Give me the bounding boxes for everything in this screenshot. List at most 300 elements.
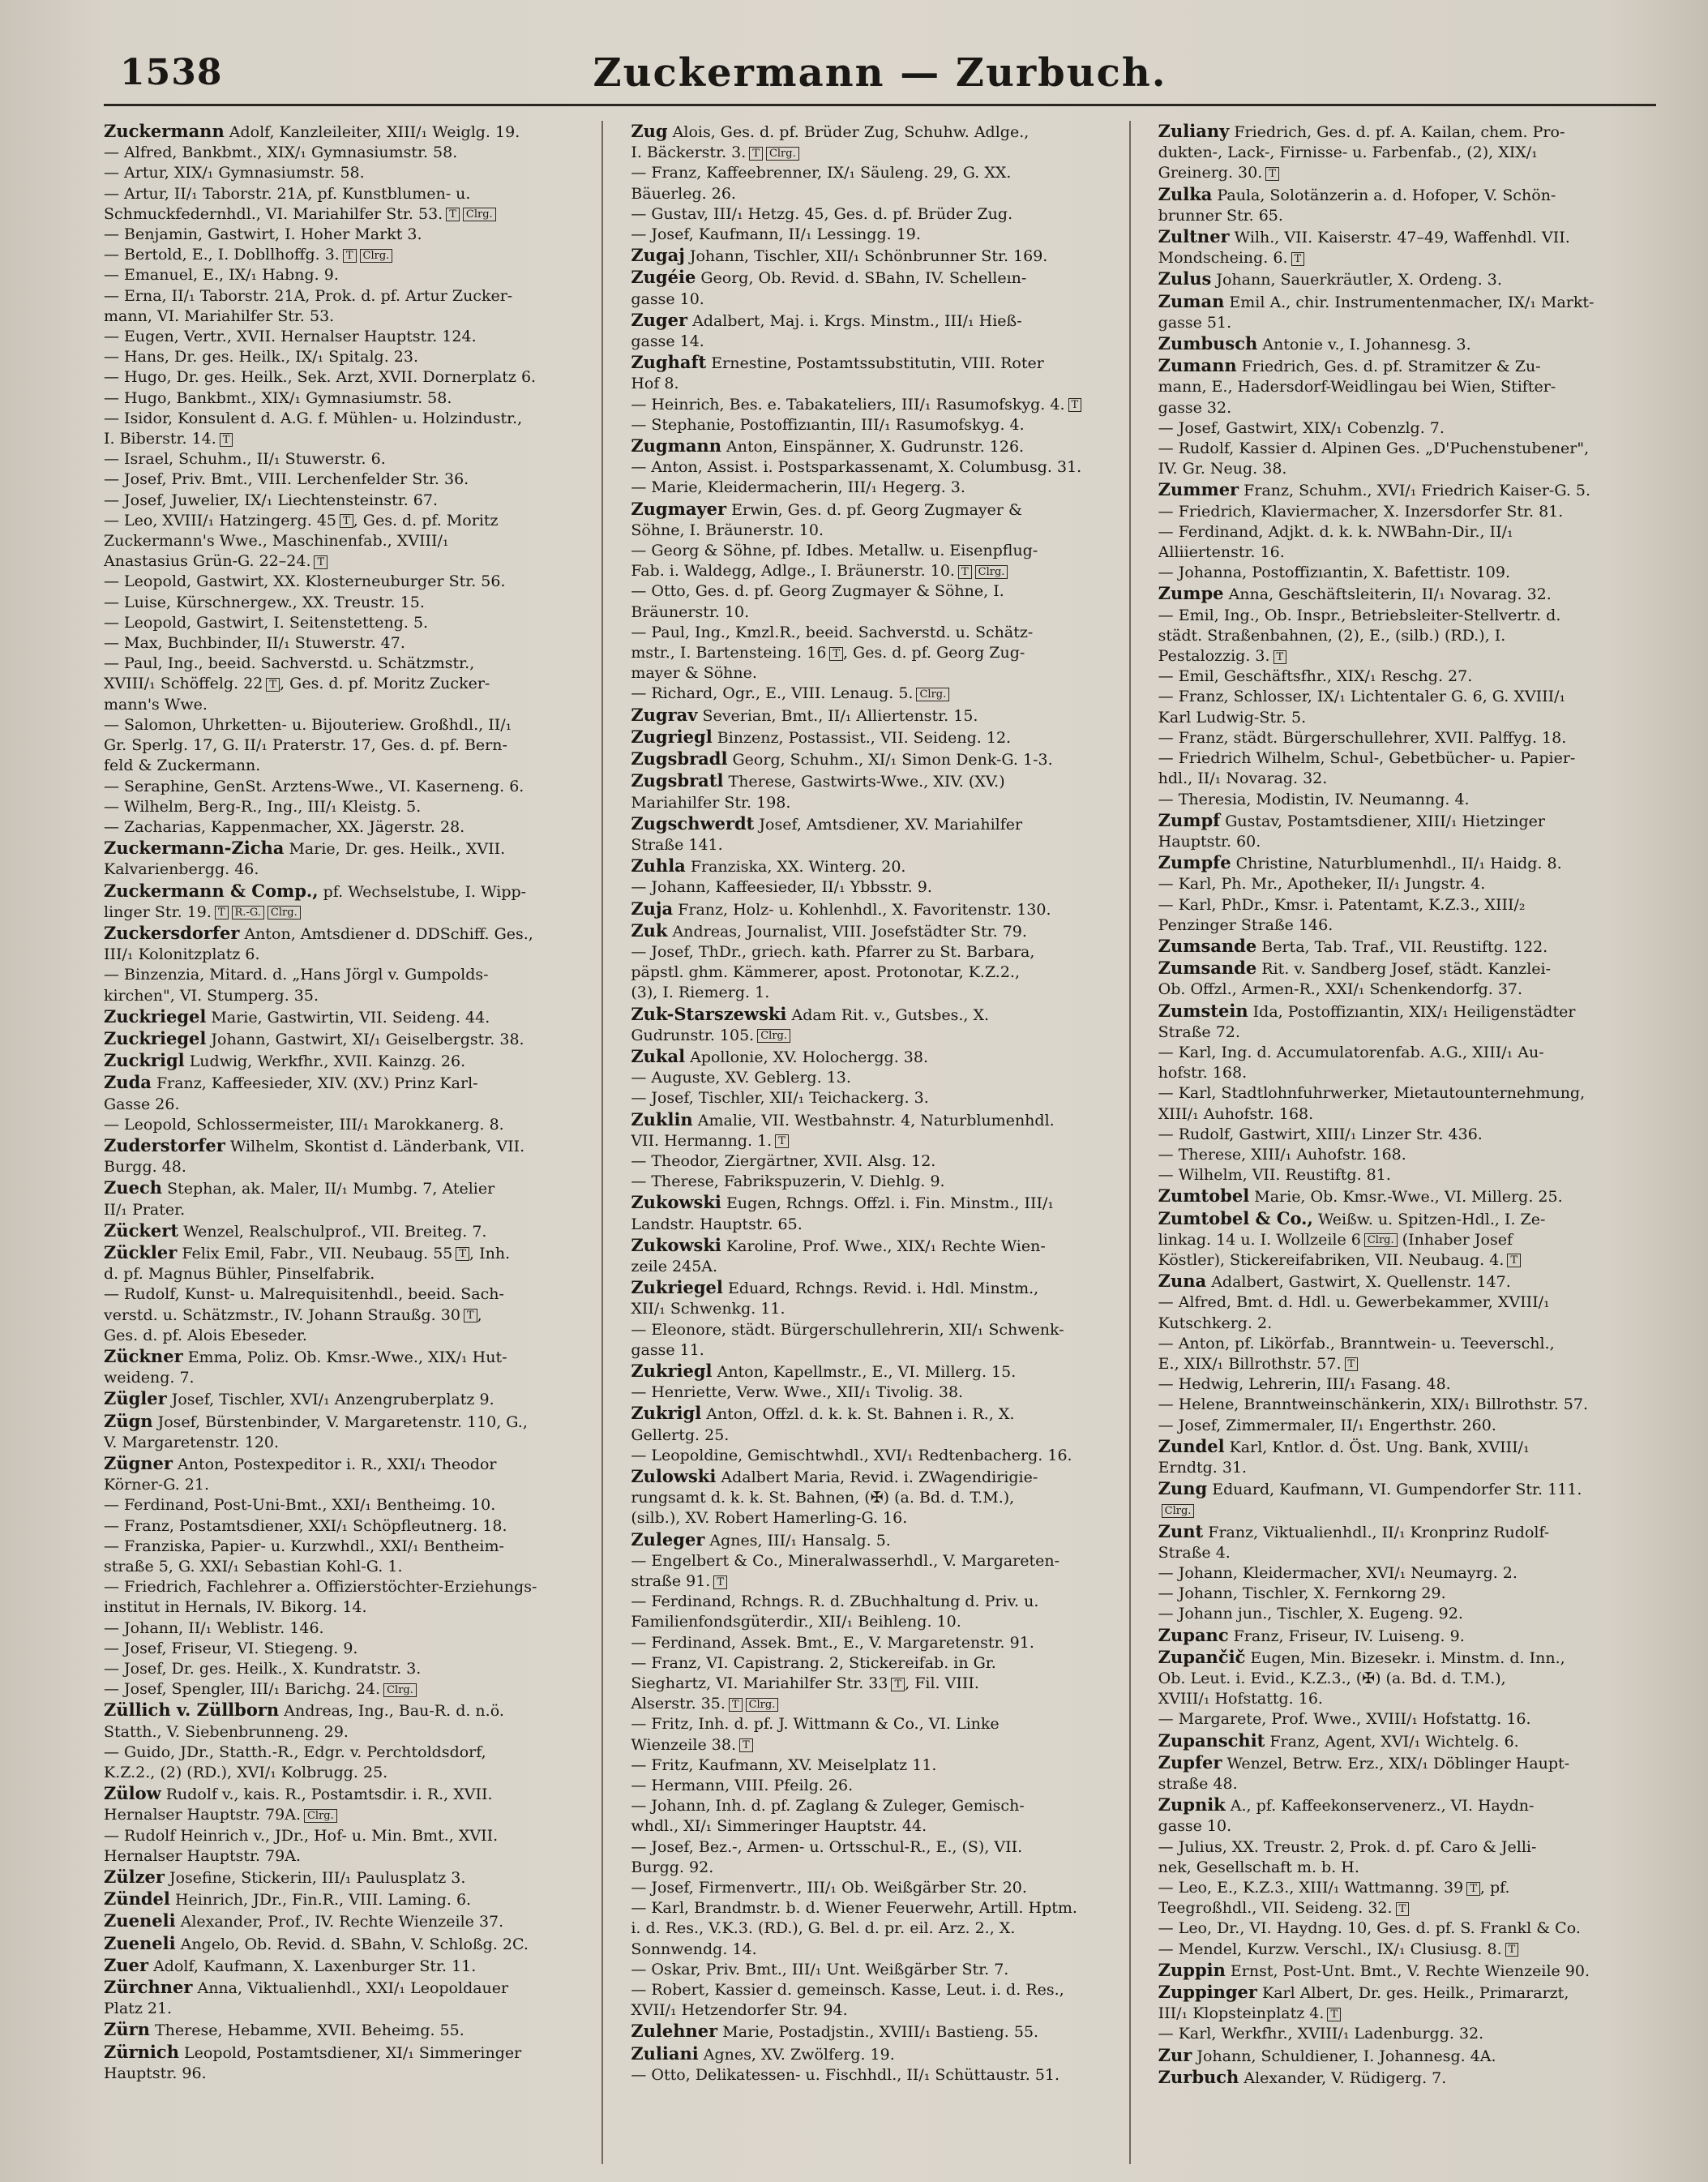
directory-entry <box>631 521 1119 541</box>
entry-surname: Zügler <box>104 1388 167 1409</box>
entry-text: XVIII/₁ Schöffelg. 22 <box>104 675 263 693</box>
directory-entry <box>631 1571 1119 1592</box>
entry-text: Rit. v. Sandberg Josef, städt. Kanzlei- <box>1261 960 1552 979</box>
entry-text: — Josef, Kaufmann, II/₁ Lessingg. 19. <box>631 225 921 244</box>
directory-entry <box>104 1433 592 1453</box>
entry-text: — Wilhelm, Berg-R., Ing., III/₁ Kleistg. 5. <box>104 797 422 816</box>
directory-entry <box>631 332 1119 352</box>
directory-entry <box>631 478 1119 498</box>
phone-or-register-mark: T <box>775 1134 789 1148</box>
entry-text: Straße 72. <box>1158 1022 1240 1041</box>
phone-or-register-mark: Clrg. <box>1162 1504 1195 1518</box>
phone-or-register-mark: T <box>1327 2008 1341 2021</box>
entry-surname: Zumpfe <box>1158 852 1231 873</box>
directory-entry <box>631 1796 1119 1816</box>
entry-surname: Zügner <box>104 1453 173 1473</box>
entry-text: mann, E., Hadersdorf-Weidlingau bei Wien, Stifter- <box>1158 378 1556 397</box>
directory-entry <box>631 1837 1119 1858</box>
entry-text: Apollonie, XV. Holochergg. 38. <box>690 1048 929 1066</box>
entry-text: — Franz, städt. Bürgerschullehrer, XVII. Palffyg. 18. <box>1158 728 1567 747</box>
entry-text: — Johanna, Postoffizıantin, X. Bafettistr. 109. <box>1158 564 1511 582</box>
entry-text: Agnes, III/₁ Hansalg. 5. <box>709 1531 891 1550</box>
directory-entry <box>104 1679 592 1700</box>
entry-text: gasse 14. <box>631 332 704 351</box>
phone-or-register-mark: Clrg. <box>746 1698 779 1712</box>
phone-or-register-mark: Clrg. <box>304 1809 337 1823</box>
entry-text: straße 48. <box>1158 1775 1238 1794</box>
phone-or-register-mark: T <box>749 147 763 161</box>
entry-surname: Zuer <box>104 1954 149 1975</box>
directory-entry <box>631 2000 1119 2021</box>
directory-entry <box>631 435 1119 457</box>
directory-entry <box>104 1537 592 1557</box>
entry-text: — Robert, Kassier d. gemeinsch. Kasse, Leut. i. d. Res., <box>631 1981 1064 2000</box>
entry-text: Binzenz, Postassist., VII. Seideng. 12. <box>717 728 1012 747</box>
entry-text: Straße 4. <box>1158 1543 1231 1562</box>
directory-entry <box>631 1508 1119 1528</box>
entry-text: — Karl, Ing. d. Accumulatorenfab. A.G., XIII/₁ Au- <box>1158 1043 1544 1061</box>
entry-text: — Hans, Dr. ges. Heilk., IX/₁ Spitalg. 23. <box>104 348 418 367</box>
entry-text: i. d. Res., V.K.3. (RD.), G. Bel. d. pr. eil. Arz. 2., X. <box>631 1919 1016 1938</box>
entry-surname: Zupančič <box>1158 1646 1246 1667</box>
entry-text: straße 5, G. XXI/₁ Sebastian Kohl-G. 1. <box>104 1558 403 1576</box>
directory-entry <box>104 1639 592 1659</box>
directory-entry <box>104 1999 592 2019</box>
entry-text: — Leo, Dr., VI. Haydng. 10, Ges. d. pf. S. Frankl & Co. <box>1158 1919 1581 1938</box>
entry-text: — Johann, Kleidermacher, XVI/₁ Neumayrg. 2. <box>1158 1564 1518 1583</box>
directory-entry <box>104 1264 592 1284</box>
entry-text: — Franz, Schlosser, IX/₁ Lichtentaler G. 6, G. XVIII/₁ <box>1158 688 1566 706</box>
entry-text: — Friedrich, Fachlehrer a. Offizierstöchter-Erziehungs- <box>104 1578 537 1597</box>
directory-entry <box>104 945 592 965</box>
entry-text: Gellertg. 25. <box>631 1425 730 1444</box>
entry-text: straße 91. <box>631 1572 711 1591</box>
directory-entry <box>631 835 1119 855</box>
entry-text: — Margarete, Prof. Wwe., XVIII/₁ Hofstattg. 16. <box>1158 1710 1531 1729</box>
entry-surname: Zumtobel <box>1158 1185 1250 1207</box>
directory-entry <box>1158 646 1646 667</box>
phone-or-register-mark: T <box>1274 650 1287 664</box>
entry-text: Wenzel, Realschulprof., VII. Breiteg. 7. <box>183 1222 487 1241</box>
directory-entry <box>631 1714 1119 1734</box>
directory-entry <box>1158 1647 1646 1669</box>
entry-text: Burgg. 92. <box>631 1858 714 1876</box>
entry-text: — Rudolf, Kunst- u. Malrequisitenhdl., beeid. Sach- <box>104 1285 504 1304</box>
phone-or-register-mark: T <box>314 555 327 569</box>
entry-text: — Hugo, Bankbmt., XIX/₁ Gymnasiumstr. 58. <box>104 388 452 407</box>
entry-text: Köstler), Stickereifabriken, VII. Neubaug. 4. <box>1158 1250 1505 1269</box>
directory-entry <box>104 1495 592 1515</box>
entry-text: Mondscheing. 6. <box>1158 249 1288 268</box>
directory-entry <box>631 942 1119 962</box>
directory-entry <box>631 1109 1119 1131</box>
directory-entry <box>631 1277 1119 1299</box>
directory-entry <box>104 347 592 367</box>
directory-entry <box>631 225 1119 245</box>
directory-entry <box>1158 769 1646 789</box>
entry-surname: Zumtobel & Co., <box>1158 1207 1313 1228</box>
entry-surname: Zumann <box>1158 355 1237 376</box>
entry-text: Schmuckfedernhdl., VI. Mariahilfer Str. 53. <box>104 204 443 223</box>
entry-text: — Leopold, Gastwirt, XX. Klosterneuburger Str. 56. <box>104 572 506 591</box>
entry-text: Karl Albert, Dr. ges. Heilk., Primararzt, <box>1262 1984 1569 2003</box>
entry-text: Ludwig, Werkfhr., XVII. Kainzg. 26. <box>189 1052 466 1071</box>
entry-surname: Zugschwerdt <box>631 812 755 834</box>
directory-entry <box>631 1960 1119 1980</box>
entry-surname: Zückler <box>104 1241 178 1262</box>
directory-entry <box>1158 1104 1646 1125</box>
entry-text-continued: , Ges. d. pf. Moritz <box>353 511 499 529</box>
directory-entry <box>1158 606 1646 626</box>
entry-text: A., pf. Kaffeekonservenerz., VI. Haydn- <box>1230 1797 1535 1815</box>
entry-text: Franz, Holz- u. Kohlenhdl., X. Favoritenstr. 130. <box>678 900 1051 919</box>
entry-text: — Leo, XVIII/₁ Hatzingerg. 45 <box>104 511 337 529</box>
directory-entry <box>1158 291 1646 313</box>
entry-text: d. pf. Magnus Bühler, Pinselfabrik. <box>104 1265 375 1284</box>
directory-entry <box>104 633 592 654</box>
entry-text: Karl Ludwig-Str. 5. <box>1158 708 1307 727</box>
entry-text: Anton, Kapellmstr., E., VI. Millerg. 15. <box>717 1362 1017 1381</box>
directory-entry <box>631 1425 1119 1446</box>
directory-entry <box>104 817 592 838</box>
entry-surname: Zumpe <box>1158 583 1224 604</box>
phone-or-register-mark: Clrg. <box>268 906 301 920</box>
entry-surname: Züllich v. Züllborn <box>104 1700 280 1721</box>
directory-entry <box>1158 1314 1646 1334</box>
entry-text: päpstl. ghm. Kämmerer, apost. Protonotar, K.Z.2., <box>631 963 1021 982</box>
entry-text: Alserstr. 35. <box>631 1695 726 1713</box>
entry-text: Franz, Agent, XVI/₁ Wichtelg. 6. <box>1269 1732 1519 1751</box>
directory-entry <box>104 1157 592 1177</box>
entry-text: linger Str. 19. <box>104 902 212 921</box>
directory-entry <box>631 1446 1119 1466</box>
entry-surname: Zupnik <box>1158 1794 1226 1815</box>
directory-entry <box>104 163 592 183</box>
directory-entry <box>1158 1940 1646 1960</box>
entry-text: Anton, Amtsdiener d. DDSchiff. Ges., <box>244 924 533 943</box>
directory-entry <box>1158 355 1646 377</box>
entry-text: Stephan, ak. Maler, II/₁ Mumbg. 7, Atelier <box>167 1180 495 1198</box>
directory-entry <box>631 245 1119 267</box>
entry-text: Franz, Schuhm., XVI/₁ Friedrich Kaiser-G. 5. <box>1244 482 1591 500</box>
entry-text: Hof 8. <box>631 375 679 393</box>
directory-entry <box>631 1858 1119 1878</box>
entry-surname: Zughaft <box>631 352 707 373</box>
entry-text: Agnes, XV. Zwölferg. 19. <box>703 2045 895 2064</box>
entry-text: — Otto, Ges. d. pf. Georg Zugmayer & Söhne, I. <box>631 582 1004 601</box>
directory-entry <box>1158 184 1646 206</box>
entry-surname: Zuman <box>1158 290 1225 311</box>
directory-entry <box>104 1028 592 1050</box>
directory-entry <box>104 245 592 265</box>
entry-surname: Zultner <box>1158 226 1230 247</box>
entry-text: Ges. d. pf. Alois Ebeseder. <box>104 1326 307 1344</box>
directory-entry <box>1158 1063 1646 1083</box>
directory-entry <box>104 1955 592 1977</box>
entry-text: Gudrunstr. 105. <box>631 1026 755 1044</box>
phone-or-register-mark: T <box>1265 167 1279 181</box>
directory-entry <box>631 1735 1119 1755</box>
entry-text: XII/₁ Schwenkg. 11. <box>631 1300 786 1318</box>
directory-entry <box>1158 1689 1646 1709</box>
directory-entry <box>631 499 1119 521</box>
directory-entry <box>1158 1625 1646 1647</box>
directory-entry <box>631 643 1119 663</box>
directory-entry <box>631 1898 1119 1918</box>
directory-entry <box>104 1659 592 1679</box>
entry-surname: Zuckriegel <box>104 1005 207 1027</box>
entry-text: — Auguste, XV. Geblerg. 13. <box>631 1069 851 1087</box>
entry-text: Ob. Leut. i. Evid., K.Z.3., (✠) (a. Bd. d. T.M.), <box>1158 1670 1506 1688</box>
directory-entry <box>631 457 1119 478</box>
entry-text: — Marie, Kleidermacherin, III/₁ Hegerg. 3. <box>631 478 965 497</box>
directory-entry <box>104 1072 592 1094</box>
directory-entry <box>1158 377 1646 397</box>
entry-text: — Josef, Friseur, VI. Stiegeng. 9. <box>104 1639 358 1657</box>
directory-entry <box>104 735 592 756</box>
entry-text: — Ferdinand, Post-Uni-Bmt., XXI/₁ Bentheimg. 10. <box>104 1496 496 1515</box>
directory-entry <box>104 654 592 674</box>
directory-entry <box>104 469 592 490</box>
directory-entry <box>631 163 1119 183</box>
entry-text: — Luise, Kürschnergew., XX. Treustr. 15. <box>104 593 425 611</box>
entry-surname: Zügn <box>104 1410 153 1431</box>
entry-text: — Josef, Priv. Bmt., VIII. Lerchenfelder Str. 36. <box>104 470 469 489</box>
entry-text: Johann, Gastwirt, XI/₁ Geiselbergstr. 38. <box>211 1030 524 1048</box>
directory-entry <box>631 561 1119 581</box>
entry-text: — Wilhelm, VII. Reustiftg. 81. <box>1158 1166 1391 1185</box>
entry-surname: Zuk <box>631 920 668 941</box>
directory-entry <box>104 1516 592 1537</box>
entry-text: — Therese, Fabrikspuzerin, V. Diehlg. 9. <box>631 1172 945 1191</box>
entry-text: — Johann, Inh. d. pf. Zaglang & Zuleger, Gemisch- <box>631 1797 1025 1815</box>
directory-entry <box>631 1068 1119 1088</box>
entry-text: Landstr. Hauptstr. 65. <box>631 1215 803 1233</box>
entry-text: Friedrich, Ges. d. pf. A. Kailan, chem. Pro- <box>1234 123 1565 141</box>
directory-entry <box>1158 583 1646 605</box>
entry-surname: Zulowski <box>631 1466 717 1486</box>
directory-entry <box>1158 1436 1646 1458</box>
entry-text-continued: , Fil. VIII. <box>905 1674 979 1693</box>
directory-entry <box>631 1466 1119 1488</box>
entry-text: — Leopoldine, Gemischtwhdl., XVI/₁ Redtenbacherg. 16. <box>631 1446 1072 1464</box>
entry-text-continued: , <box>477 1305 482 1324</box>
directory-entry <box>1158 226 1646 248</box>
directory-entry <box>104 265 592 285</box>
directory-entry <box>1158 832 1646 852</box>
directory-entry <box>631 267 1119 289</box>
directory-entry <box>631 684 1119 704</box>
entry-text: — Hedwig, Lehrerin, III/₁ Fasang. 48. <box>1158 1375 1451 1394</box>
entry-text: — Franziska, Papier- u. Kurzwhdl., XXI/₁ Bentheim- <box>104 1537 504 1555</box>
entry-text: kirchen", VI. Stumperg. 35. <box>104 986 319 1005</box>
directory-entry <box>1158 163 1646 183</box>
directory-entry <box>631 1383 1119 1403</box>
entry-text: gasse 10. <box>631 289 704 308</box>
entry-text: — Ferdinand, Rchngs. R. d. ZBuchhaltung d. Priv. u. <box>631 1593 1039 1611</box>
directory-entry <box>1158 1354 1646 1374</box>
directory-entry <box>1158 1334 1646 1354</box>
entry-text: Franz, Friseur, IV. Luiseng. 9. <box>1233 1627 1465 1645</box>
directory-entry <box>631 1257 1119 1277</box>
directory-entry <box>1158 1709 1646 1730</box>
entry-text: Kalvarienbergg. 46. <box>104 860 259 879</box>
entry-text: Karl, Kntlor. d. Öst. Ung. Bank, XVIII/₁ <box>1229 1438 1530 1456</box>
entry-text: — Engelbert & Co., Mineralwasserhdl., V. Margareten- <box>631 1551 1060 1570</box>
entry-text: — Josef, Bez.-, Armen- u. Ortsschul-R., E., (S), VII. <box>631 1837 1023 1856</box>
directory-entry <box>104 429 592 449</box>
entry-surname: Zugsbradl <box>631 748 728 769</box>
directory-entry <box>631 1980 1119 2000</box>
entry-text: Erndtg. 31. <box>1158 1459 1248 1477</box>
directory-entry <box>104 1700 592 1721</box>
directory-entry <box>631 374 1119 394</box>
entry-text: — Guido, JDr., Statth.-R., Edgr. v. Perchtoldsdorf, <box>104 1743 486 1761</box>
directory-entry <box>1158 915 1646 936</box>
entry-text: Adalbert Maria, Revid. i. ZWagendirigie- <box>721 1468 1038 1486</box>
directory-entry <box>631 1215 1119 1235</box>
directory-entry <box>1158 1145 1646 1165</box>
directory-entry <box>104 1115 592 1135</box>
directory-entry <box>631 1694 1119 1714</box>
entry-text: — Josef, Dr. ges. Heilk., X. Kundratstr. 3. <box>104 1660 422 1678</box>
directory-entry <box>104 1305 592 1326</box>
entry-surname: Zuppin <box>1158 1959 1226 1980</box>
entry-surname: Zumbusch <box>1158 333 1258 354</box>
directory-entry <box>1158 1458 1646 1478</box>
entry-text: Wilh., VII. Kaiserstr. 47–49, Waffenhdl. VII. <box>1234 229 1570 247</box>
directory-entry <box>631 581 1119 602</box>
entry-text: Statth., V. Siebenbrunneng. 29. <box>104 1722 349 1741</box>
entry-surname: Zugmayer <box>631 498 727 519</box>
entry-text: Anton, Einspänner, X. Gudrunstr. 126. <box>726 438 1025 457</box>
entry-text: Hauptstr. 60. <box>1158 832 1261 851</box>
entry-surname: Zuliany <box>1158 121 1230 141</box>
entry-text: — Johann jun., Tischler, X. Eugeng. 92. <box>1158 1605 1463 1623</box>
entry-surname: Zuk-Starszewski <box>631 1003 787 1024</box>
entry-text: — Josef, Gastwirt, XIX/₁ Cobenzlg. 7. <box>1158 418 1445 437</box>
entry-text: — Henriette, Verw. Wwe., XII/₁ Tivolig. 38. <box>631 1383 964 1402</box>
entry-text: hofstr. 168. <box>1158 1064 1248 1082</box>
entry-text: Eduard, Rchngs. Revid. i. Hdl. Minstm., <box>727 1280 1039 1298</box>
entry-text: Therese, Gastwirts-Wwe., XIV. (XV.) <box>728 773 1005 791</box>
entry-text: VII. Hermanng. 1. <box>631 1131 773 1150</box>
entry-text: — Anton, Assist. i. Postsparkassenamt, X. Columbusg. 31. <box>631 458 1082 477</box>
entry-text: rungsamt d. k. k. St. Bahnen, (✠) (a. Bd. d. T.M.), <box>631 1489 1015 1507</box>
entry-text: Mariahilfer Str. 198. <box>631 793 791 812</box>
phone-or-register-mark: T <box>1505 1943 1519 1957</box>
directory-entry <box>1158 1669 1646 1689</box>
entry-text: Söhne, I. Bräunerstr. 10. <box>631 521 824 539</box>
entry-text: III/₁ Kolonitzplatz 6. <box>104 945 260 964</box>
entry-text: Emma, Poliz. Ob. Kmsr.-Wwe., XIX/₁ Hut- <box>187 1348 507 1366</box>
directory-entry <box>631 623 1119 643</box>
entry-text: zeile 245A. <box>631 1257 718 1275</box>
directory-entry <box>631 1488 1119 1508</box>
directory-entry <box>104 797 592 817</box>
phone-or-register-mark: Clrg. <box>1364 1233 1398 1247</box>
directory-entry <box>631 1755 1119 1776</box>
phone-or-register-mark: T <box>1345 1357 1359 1371</box>
entry-text: Familienfondsgüterdir., XII/₁ Beihleng. 10. <box>631 1613 961 1631</box>
entry-text: Marie, Ob. Kmsr.-Wwe., VI. Millerg. 25. <box>1254 1188 1563 1207</box>
entry-text: — Artur, XIX/₁ Gymnasiumstr. 58. <box>104 164 365 182</box>
entry-surname: Zülow <box>104 1783 161 1804</box>
entry-text: mann, VI. Mariahilfer Str. 53. <box>104 307 335 325</box>
phone-or-register-mark: R.-G. <box>232 906 264 920</box>
entry-surname: Zürn <box>104 2019 150 2040</box>
directory-entry <box>104 860 592 880</box>
entry-text: Anton, Postexpeditor i. R., XXI/₁ Theodor <box>178 1455 497 1473</box>
entry-surname: Zülzer <box>104 1867 165 1888</box>
directory-entry <box>104 986 592 1006</box>
directory-entry <box>631 813 1119 835</box>
entry-text: Eugen, Rchngs. Offzl. i. Fin. Minstm., III/₁ <box>726 1194 1055 1213</box>
directory-entry <box>1158 1416 1646 1436</box>
entry-text: V. Margaretenstr. 120. <box>104 1433 280 1451</box>
entry-text: Josef, Amtsdiener, XV. Mariahilfer <box>759 815 1023 834</box>
entry-surname: Zuliani <box>631 2043 699 2064</box>
phone-or-register-mark: T <box>891 1678 905 1691</box>
phone-or-register-mark: T <box>1291 252 1305 266</box>
entry-text: — Artur, II/₁ Taborstr. 21A, pf. Kunstblumen- u. <box>104 184 471 203</box>
entry-text: Körner-G. 21. <box>104 1476 209 1494</box>
page-header <box>104 47 1656 106</box>
entry-surname: Zurbuch <box>1158 2066 1239 2087</box>
directory-entry <box>104 2042 592 2064</box>
phone-or-register-mark: T <box>215 906 229 920</box>
entry-text: Greinerg. 30. <box>1158 164 1263 182</box>
entry-text: institut in Hernals, IV. Bikorg. 14. <box>104 1598 367 1617</box>
directory-entry <box>104 1618 592 1639</box>
directory-entry <box>631 395 1119 415</box>
entry-text: — Theresia, Modistin, IV. Neumanng. 4. <box>1158 790 1470 808</box>
entry-text: — Georg & Söhne, pf. Idbes. Metallw. u. Eisenpflug- <box>631 542 1038 560</box>
entry-text: Franz, Viktualienhdl., II/₁ Kronprinz Rudolf- <box>1208 1523 1550 1541</box>
directory-entry <box>104 613 592 633</box>
directory-entry <box>631 184 1119 204</box>
entry-text: brunner Str. 65. <box>1158 206 1283 225</box>
directory-entry <box>631 1320 1119 1340</box>
entry-text: gasse 51. <box>1158 313 1232 332</box>
entry-surname: Zulka <box>1158 183 1213 204</box>
running-head: Zuckermann — Zurbuch. <box>593 50 1167 96</box>
phone-or-register-mark: T <box>1068 398 1082 412</box>
entry-text: Gasse 26. <box>104 1095 180 1113</box>
directory-entry <box>1158 748 1646 769</box>
phone-or-register-mark: Clrg. <box>975 565 1008 579</box>
directory-entry <box>631 1529 1119 1551</box>
directory-entry <box>104 184 592 204</box>
entry-text: Adalbert, Gastwirt, X. Quellenstr. 147. <box>1211 1273 1511 1292</box>
entry-text: städt. Straßenbahnen, (2), E., (silb.) (RD.), I. <box>1158 626 1506 645</box>
entry-text: — Benjamin, Gastwirt, I. Hoher Markt 3. <box>104 225 422 244</box>
entry-surname: Zugsbratl <box>631 770 724 791</box>
directory-entry <box>631 2065 1119 2086</box>
directory-entry <box>1158 2067 1646 2089</box>
entry-text: — Erna, II/₁ Taborstr. 21A, Prok. d. pf. Artur Zucker- <box>104 286 513 305</box>
entry-text: Emil A., chir. Instrumentenmacher, IX/₁ Markt- <box>1229 293 1595 311</box>
directory-entry <box>1158 790 1646 810</box>
entry-text: Zuckermann's Wwe., Maschinenfab., XVIII/₁ <box>104 532 449 551</box>
directory-entry <box>1158 1898 1646 1918</box>
directory-entry <box>631 962 1119 983</box>
entry-text-continued: , Ges. d. pf. Moritz Zucker- <box>280 675 490 693</box>
entry-surname: Zuderstorfer <box>104 1134 225 1155</box>
entry-surname: Zukriegel <box>631 1277 723 1298</box>
entry-text: Rudolf v., kais. R., Postamtsdir. i. R., XVII. <box>165 1785 493 1804</box>
entry-text: — Emanuel, E., IX/₁ Habng. 9. <box>104 266 339 285</box>
